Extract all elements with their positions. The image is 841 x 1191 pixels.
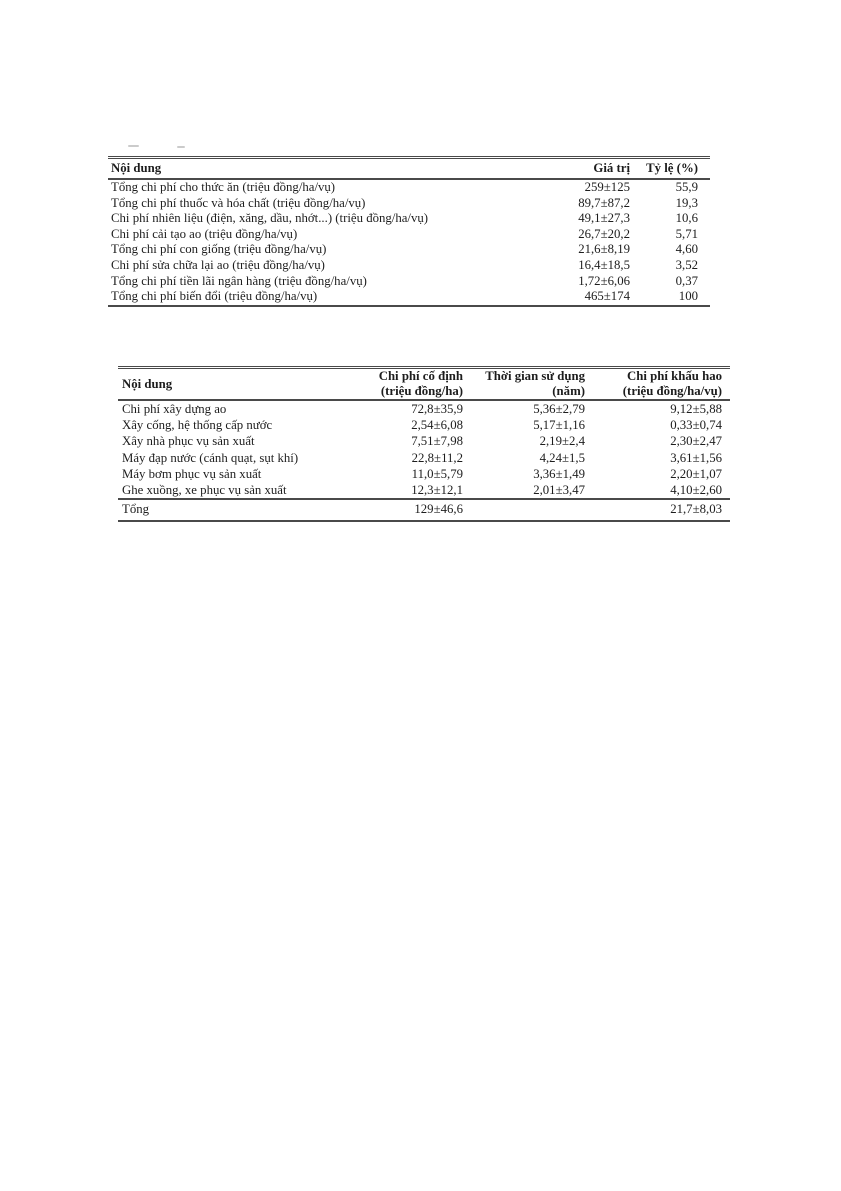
row-percent: 4,60 [675, 242, 698, 257]
row-value: 16,4±18,5 [578, 257, 630, 272]
row-fixed-cost: 72,8±35,9 [411, 402, 463, 416]
variable-cost-table [108, 156, 710, 307]
scan-smudge [177, 146, 185, 148]
header-value: Giá trị [593, 161, 630, 175]
table-header-row [118, 366, 730, 401]
header-fixed-cost [362, 369, 463, 399]
table-row [108, 180, 710, 196]
row-label: Chi phí cải tạo ao (triệu đồng/ha/vụ) [111, 226, 298, 241]
row-value: 26,7±20,2 [578, 226, 630, 241]
row-label: Tổng chi phí thuốc và hóa chất (triệu đồng/ha/vụ) [111, 195, 366, 210]
header-usage-time [463, 369, 585, 399]
row-percent: 19,3 [675, 195, 698, 210]
row-percent: 10,6 [675, 211, 698, 226]
header-depreciation-line2: (triệu đồng/ha/vụ) [622, 384, 722, 398]
row-label: Máy bơm phục vụ sản xuất [122, 466, 262, 481]
total-fixed-cost: 129±46,6 [414, 502, 463, 517]
table-row [118, 482, 730, 498]
row-usage-time: 2,19±2,4 [539, 434, 585, 449]
table-row [108, 242, 710, 258]
row-value: 465±174 [584, 289, 630, 304]
row-value: 49,1±27,3 [578, 211, 630, 226]
total-label: Tổng [122, 502, 150, 517]
row-label: Ghe xuồng, xe phục vụ sản xuất [122, 482, 287, 497]
table-row [108, 227, 710, 243]
row-depreciation: 2,20±1,07 [670, 466, 722, 481]
table-row [118, 450, 730, 466]
row-label: Tổng chi phí biến đổi (triệu đồng/ha/vụ) [111, 289, 318, 304]
header-ratio: Tỷ lệ (%) [646, 161, 698, 175]
row-label: Tổng chi phí con giống (triệu đồng/ha/vụ) [111, 242, 327, 257]
table-total-row [118, 500, 730, 522]
row-percent: 55,9 [675, 180, 698, 194]
header-usage-time-line2: (năm) [552, 384, 585, 398]
table-header-row [108, 156, 710, 180]
table-row [118, 401, 730, 417]
table-row [118, 433, 730, 449]
row-depreciation: 2,30±2,47 [670, 434, 722, 449]
row-usage-time: 3,36±1,49 [533, 466, 585, 481]
row-depreciation: 3,61±1,56 [670, 450, 722, 465]
table-row [108, 196, 710, 212]
row-usage-time: 5,36±2,79 [533, 402, 585, 416]
row-fixed-cost: 12,3±12,1 [411, 482, 463, 497]
row-label: Xây cống, hệ thống cấp nước [122, 418, 273, 433]
table-row [118, 466, 730, 482]
header-content: Nội dung [122, 376, 173, 391]
total-depreciation: 21,7±8,03 [670, 502, 722, 517]
header-depreciation [585, 369, 730, 399]
row-label: Máy đạp nước (cánh quạt, sụt khí) [122, 450, 299, 465]
header-usage-time-line1: Thời gian sử dụng [485, 369, 585, 383]
scan-smudge [128, 145, 139, 147]
row-usage-time: 2,01±3,47 [533, 482, 585, 497]
row-label: Chi phí sửa chữa lại ao (triệu đồng/ha/vụ) [111, 257, 325, 272]
row-value: 259±125 [584, 180, 630, 194]
row-percent: 5,71 [675, 226, 698, 241]
row-depreciation: 0,33±0,74 [670, 418, 722, 433]
row-value: 89,7±87,2 [578, 195, 630, 210]
fixed-cost-table [118, 366, 730, 522]
row-label: Tổng chi phí cho thức ăn (triệu đồng/ha/vụ) [111, 180, 336, 194]
table-body [118, 401, 730, 500]
table-row [108, 211, 710, 227]
row-fixed-cost: 22,8±11,2 [411, 450, 463, 465]
header-depreciation-line1: Chi phí khấu hao [627, 369, 722, 383]
header-fixed-cost-line1: Chi phí cố định [378, 369, 463, 383]
row-value: 21,6±8,19 [578, 242, 630, 257]
header-content: Nội dung [111, 161, 162, 175]
header-fixed-cost-line2: (triệu đồng/ha) [380, 384, 463, 398]
row-fixed-cost: 7,51±7,98 [411, 434, 463, 449]
row-value: 1,72±6,06 [578, 273, 630, 288]
table-row [108, 289, 710, 305]
row-usage-time: 5,17±1,16 [533, 418, 585, 433]
row-depreciation: 9,12±5,88 [670, 402, 722, 416]
row-label: Tổng chi phí tiền lãi ngân hàng (triệu đồng/ha/vụ) [111, 273, 367, 288]
row-fixed-cost: 2,54±6,08 [411, 418, 463, 433]
row-depreciation: 4,10±2,60 [670, 482, 722, 497]
table-row [108, 258, 710, 274]
row-label: Chi phí xây dựng ao [122, 402, 227, 416]
row-percent: 0,37 [675, 273, 698, 288]
table-body [108, 180, 710, 307]
row-label: Chi phí nhiên liệu (điện, xăng, dầu, nhớt...) (triệu đồng/ha/vụ) [111, 211, 429, 226]
row-percent: 100 [678, 289, 698, 304]
row-percent: 3,52 [675, 257, 698, 272]
table-row [118, 417, 730, 433]
row-fixed-cost: 11,0±5,79 [411, 466, 463, 481]
total-usage-time [463, 500, 585, 520]
row-label: Xây nhà phục vụ sản xuất [122, 434, 255, 449]
row-usage-time: 4,24±1,5 [539, 450, 585, 465]
table-row [108, 274, 710, 290]
